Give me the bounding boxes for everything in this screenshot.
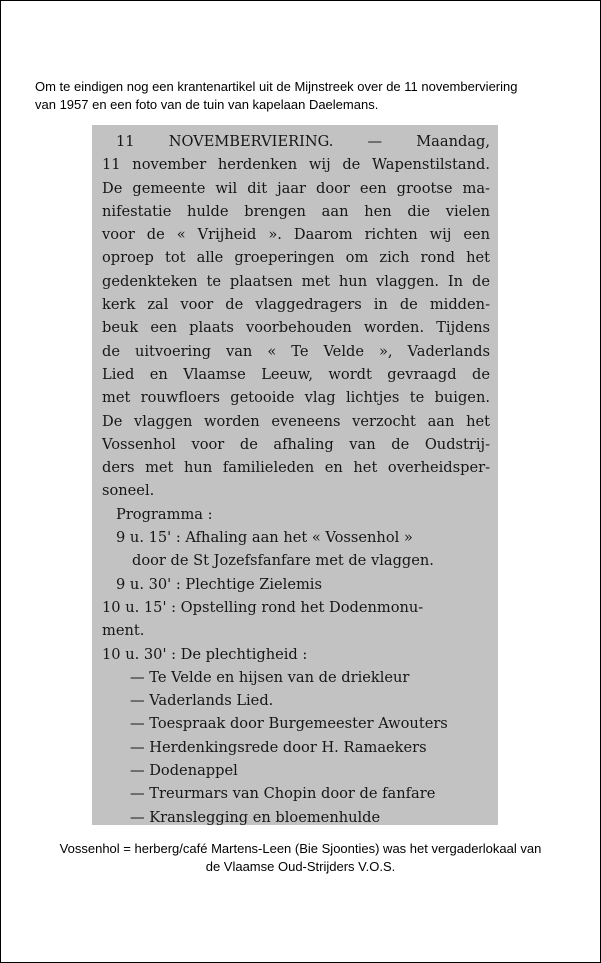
caption-line: de Vlaamse Oud-Strijders V.O.S. (205, 859, 396, 874)
clipping-line: soneel. (102, 482, 155, 500)
caption-line: Vossenhol = herberg/café Martens-Leen (Bie Sjoonties) was het vergaderlokaal van (59, 841, 542, 856)
program-item: — Dodenappel (130, 762, 238, 780)
program-item: — Toespraak door Burgemeester Awouters (130, 715, 448, 733)
clipping-line: kerk zal voor de vlaggedragers in de midden- (102, 296, 490, 314)
clipping-headline: 11 NOVEMBERVIERING. — Maandag, (116, 133, 490, 150)
clipping-line: met rouwfloers getooide vlag lichtjes te buigen. (102, 389, 490, 407)
newspaper-clipping (92, 125, 498, 825)
intro-text (35, 78, 575, 114)
programma-label: Programma : (116, 505, 213, 523)
clipping-line: 11 november herdenken wij de Wapenstilstand. (102, 156, 490, 174)
program-item: — Herdenkingsrede door H. Ramaekers (130, 738, 427, 756)
clipping-line: nifestatie hulde brengen aan hen die vielen (102, 202, 490, 220)
clipping-line: oproep tot alle groeperingen om zich rond het (102, 249, 490, 267)
schedule-line: 10 u. 30' : De plechtigheid : (102, 645, 308, 663)
caption-text (20, 840, 581, 876)
clipping-line: Lied en Vlaamse Leeuw, wordt gevraagd de (102, 365, 490, 383)
schedule-line: 9 u. 15' : Afhaling aan het « Vossenhol » (116, 529, 413, 547)
program-item: — Treurmars van Chopin door de fanfare (130, 785, 436, 803)
program-item: — Kranslegging en bloemenhulde (130, 808, 381, 825)
clipping-line: De gemeente wil dit jaar door een grootse ma- (102, 179, 490, 197)
program-item: — Te Velde en hijsen van de driekleur (130, 668, 410, 686)
clipping-line: ders met hun familieleden en het overheidsper- (102, 459, 490, 477)
clipping-line: voor de « Vrijheid ». Daarom richten wij een (102, 226, 490, 244)
intro-line: van 1957 en een foto van de tuin van kapelaan Daelemans. (35, 97, 379, 112)
clipping-line: beuk een plaats voorbehouden worden. Tijdens (102, 319, 490, 337)
schedule-line: ment. (102, 622, 145, 640)
clipping-line: de uitvoering van « Te Velde », Vaderlands (102, 342, 490, 360)
clipping-line: Vossenhol voor de afhaling van de Oudstrij- (102, 435, 490, 453)
clipping-line: gedenkteken te plaatsen met hun vlaggen. In de (102, 272, 490, 290)
schedule-line: door de St Jozefsfanfare met de vlaggen. (132, 552, 434, 570)
program-item: — Vaderlands Lied. (130, 692, 274, 710)
schedule-line: 10 u. 15' : Opstelling rond het Dodenmonu- (102, 598, 424, 616)
intro-line: Om te eindigen nog een krantenartikel uit de Mijnstreek over de 11 novemberviering (35, 79, 518, 94)
clipping-line: De vlaggen worden eveneens verzocht aan het (102, 412, 490, 430)
schedule-line: 9 u. 30' : Plechtige Zielemis (116, 575, 322, 593)
